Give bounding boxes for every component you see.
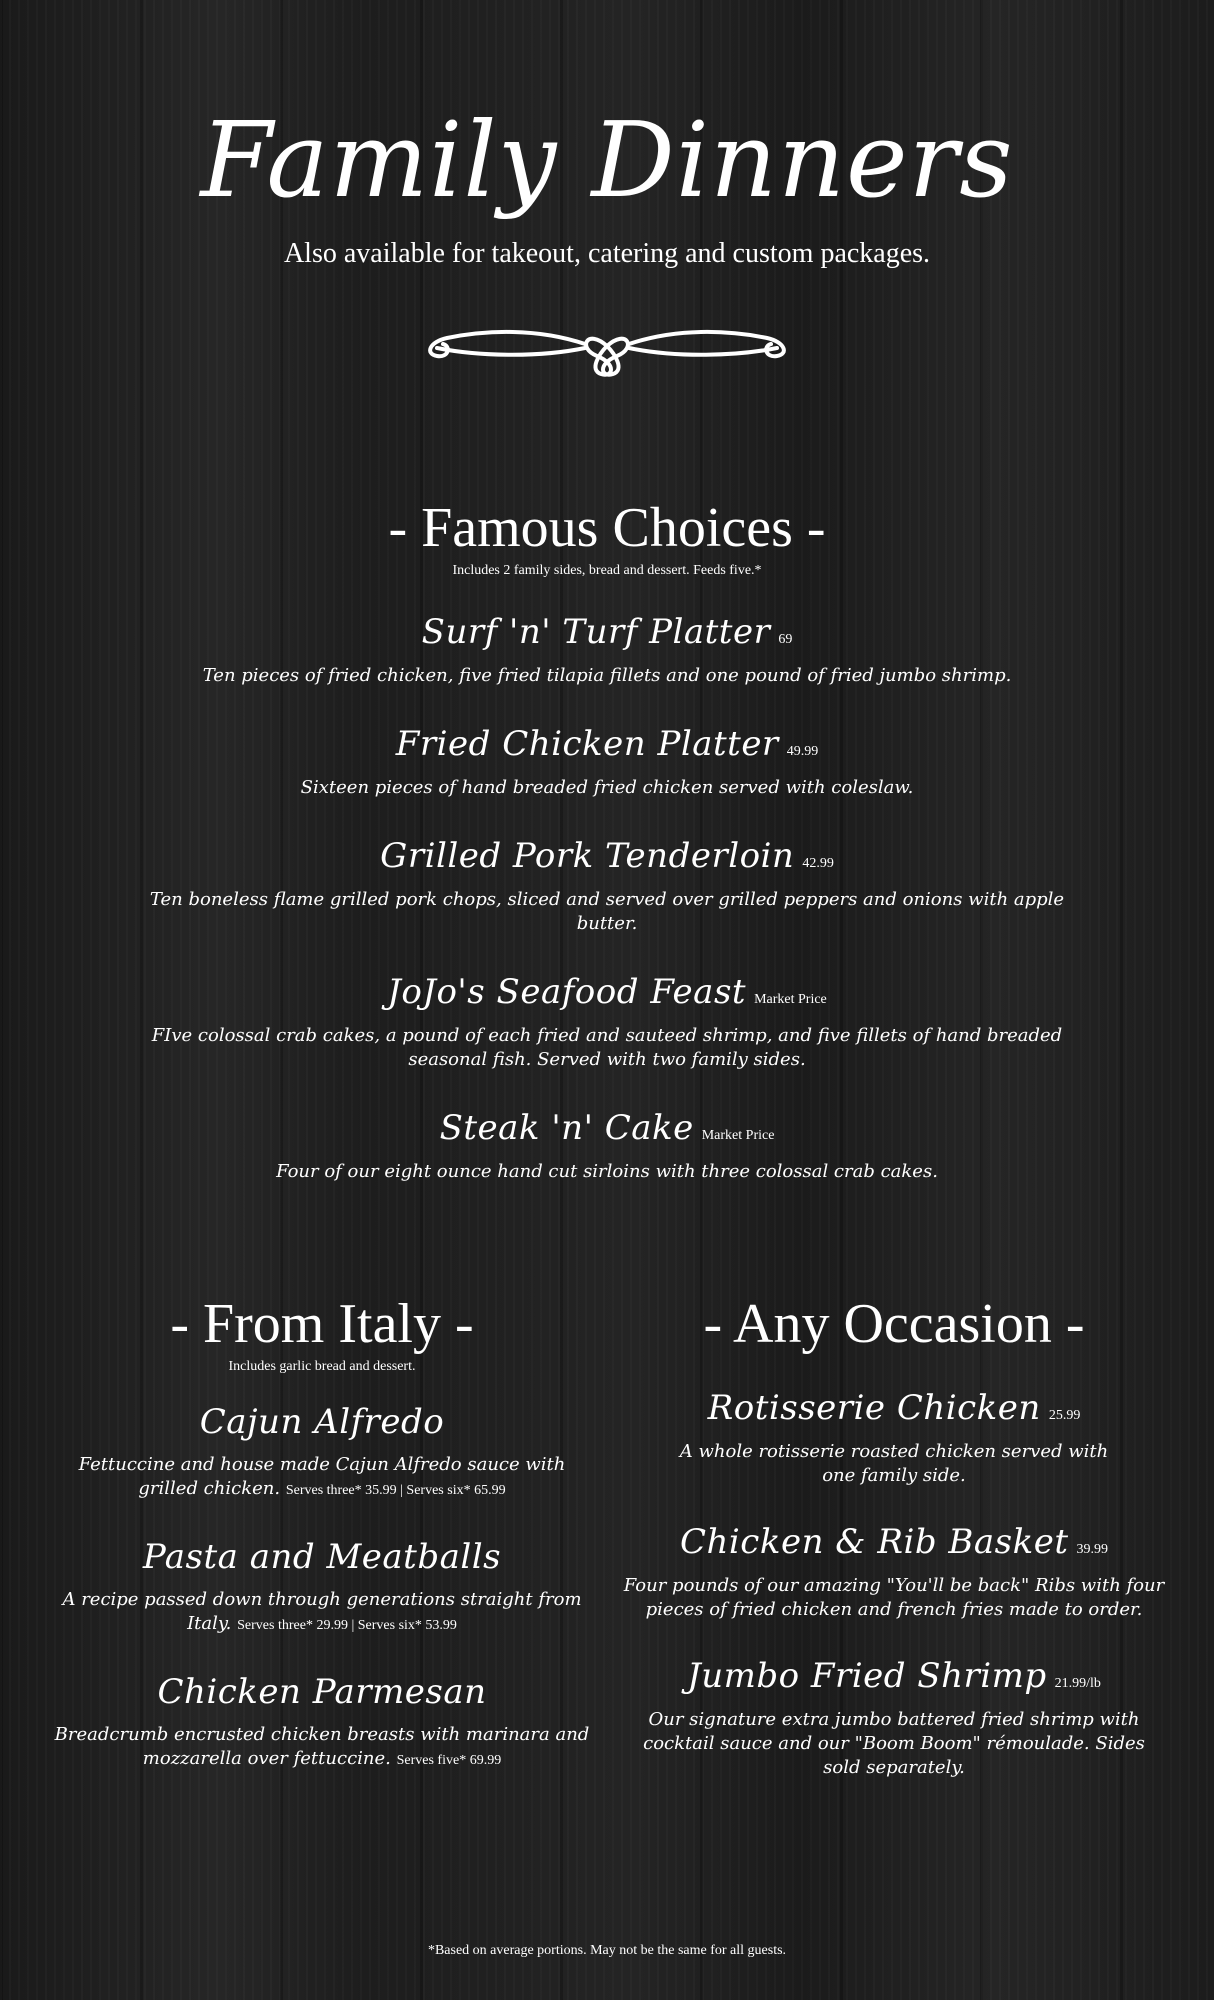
menu-item-chicken-parmesan bbox=[50, 1670, 594, 1773]
item-price: 49.99 bbox=[786, 744, 819, 759]
item-description: Ten boneless flame grilled pork chops, sliced and served over grilled peppers and onions with apple butter. bbox=[149, 889, 1065, 934]
item-price: 25.99 bbox=[1048, 1408, 1081, 1423]
from-italy-section bbox=[50, 1292, 594, 1773]
item-serves: Serves three* 29.99 | Serves six* 53.99 bbox=[237, 1618, 457, 1633]
item-price: Market Price bbox=[754, 992, 827, 1007]
item-description: A whole rotisserie roasted chicken served with one family side. bbox=[679, 1441, 1109, 1486]
item-description-text: Breadcrumb encrusted chicken breasts with marinara and mozzarella over fettuccine. bbox=[54, 1724, 590, 1769]
item-description: Four pounds of our amazing "You'll be back" Ribs with four pieces of fried chicken and french fries made to order. bbox=[623, 1575, 1165, 1620]
item-description-text: Fettuccine and house made Cajun Alfredo sauce with grilled chicken. bbox=[78, 1454, 566, 1499]
item-name: Chicken & Rib Basket bbox=[680, 1522, 1069, 1562]
item-name: Pasta and Meatballs bbox=[142, 1537, 502, 1577]
menu-item-grilled-pork bbox=[110, 834, 1104, 936]
menu-item-jumbo-fried-shrimp bbox=[622, 1654, 1166, 1780]
section-note: Includes garlic bread and dessert. bbox=[228, 1359, 416, 1374]
page-title: Family Dinners bbox=[200, 99, 1014, 221]
item-name: Chicken Parmesan bbox=[157, 1672, 487, 1712]
item-name: Fried Chicken Platter bbox=[395, 724, 779, 764]
section-title: - Famous Choices - bbox=[388, 497, 826, 559]
menu-item-steak-cake bbox=[110, 1106, 1104, 1184]
item-description: Ten pieces of fried chicken, five fried tilapia fillets and one pound of fried jumbo shrimp. bbox=[202, 665, 1012, 686]
item-name: Rotisserie Chicken bbox=[707, 1388, 1041, 1428]
item-description bbox=[50, 1588, 594, 1638]
tagline: Also available for takeout, catering and custom packages. bbox=[283, 238, 931, 269]
menu-item-pasta-meatballs bbox=[50, 1535, 594, 1638]
menu-item-fried-chicken-platter bbox=[110, 722, 1104, 800]
item-description: Sixteen pieces of hand breaded fried chicken served with coleslaw. bbox=[300, 777, 914, 798]
menu-item-chicken-rib-basket bbox=[622, 1520, 1166, 1622]
item-name: Jumbo Fried Shrimp bbox=[687, 1656, 1047, 1696]
section-note: Includes 2 family sides, bread and dessert. Feeds five.* bbox=[452, 563, 762, 578]
item-description bbox=[50, 1453, 594, 1503]
item-serves: Serves five* 69.99 bbox=[396, 1753, 502, 1768]
item-name: JoJo's Seafood Feast bbox=[387, 972, 747, 1012]
item-price: 42.99 bbox=[802, 856, 834, 871]
section-title: - Any Occasion - bbox=[703, 1293, 1085, 1355]
any-occasion-section bbox=[622, 1292, 1166, 1780]
menu-item-surf-turf bbox=[110, 610, 1104, 688]
menu-item-cajun-alfredo bbox=[50, 1400, 594, 1503]
item-price: Market Price bbox=[701, 1128, 775, 1143]
menu-item-seafood-feast bbox=[110, 970, 1104, 1072]
footnote: *Based on average portions. May not be the same for all guests. bbox=[427, 1943, 787, 1958]
item-price: 21.99/lb bbox=[1054, 1676, 1101, 1691]
menu-item-rotisserie-chicken bbox=[622, 1386, 1166, 1488]
item-name: Surf 'n' Turf Platter bbox=[421, 612, 771, 652]
flourish-ornament bbox=[417, 308, 797, 378]
item-price: 69 bbox=[778, 632, 793, 647]
item-description: Our signature extra jumbo battered fried shrimp with cocktail sauce and our "Boom Boom" rémoulade. Sides sold separately. bbox=[643, 1709, 1145, 1778]
item-name: Steak 'n' Cake bbox=[439, 1108, 694, 1148]
item-description bbox=[50, 1723, 594, 1773]
famous-choices-section bbox=[110, 496, 1104, 1184]
item-price: 39.99 bbox=[1076, 1542, 1108, 1557]
item-serves: Serves three* 35.99 | Serves six* 65.99 bbox=[285, 1483, 506, 1498]
item-name: Grilled Pork Tenderloin bbox=[380, 836, 795, 876]
item-description-text: A recipe passed down through generations straight from Italy. bbox=[62, 1589, 582, 1634]
item-description: FIve colossal crab cakes, a pound of each fried and sauteed shrimp, and five fillets of hand breaded seasonal fish. Served with two family sides. bbox=[151, 1025, 1063, 1070]
item-name: Cajun Alfredo bbox=[199, 1402, 445, 1442]
section-title: - From Italy - bbox=[170, 1293, 474, 1355]
item-description: Four of our eight ounce hand cut sirloins with three colossal crab cakes. bbox=[276, 1161, 938, 1182]
